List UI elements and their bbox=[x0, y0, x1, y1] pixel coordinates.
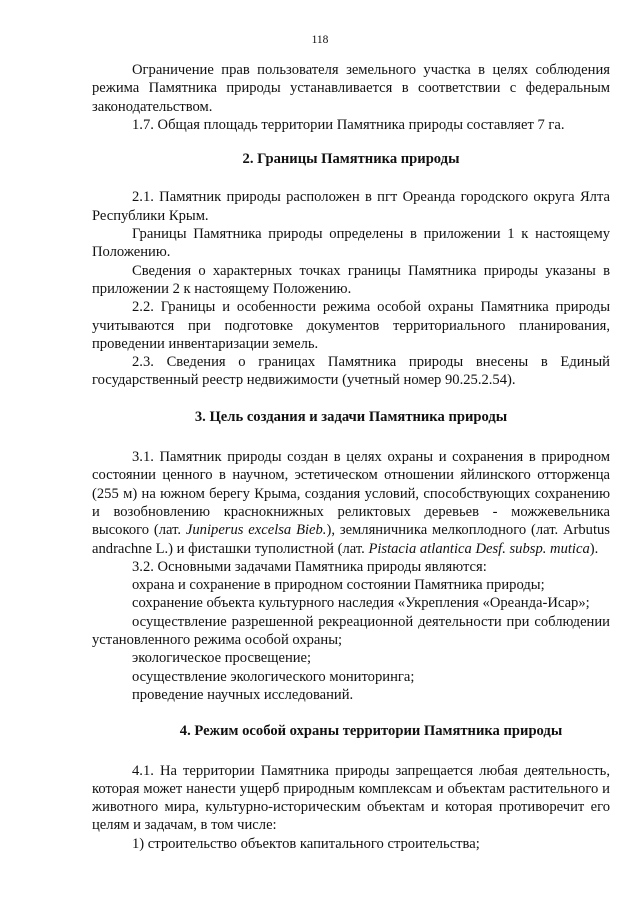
paragraph-2-3-registry: 2.3. Сведения о границах Памятника природы внесены в Единый государственный реестр недвижимости (учетный номер 90.25.2.54). bbox=[92, 354, 610, 389]
document-body bbox=[92, 61, 610, 853]
paragraph-boundary-points-appendix-2: Сведения о характерных точках границы Памятника природы указаны в приложении 2 к настоящему Положению. bbox=[92, 262, 610, 297]
task-item bbox=[92, 613, 610, 650]
section-heading-boundaries: 2. Границы Памятника природы bbox=[242, 151, 460, 168]
species-pistacia: Pistacia atlantica Desf. subsp. mutica bbox=[368, 540, 590, 557]
paragraph-2-2-planning: 2.2. Границы и особенности режима особой охраны Памятника природы учитываются при подготовке документов территориального планирования, проведении инвентаризации земель. bbox=[92, 299, 610, 352]
purpose-text-a: 3.1. Памятник природы создан в целях охраны и сохранения в природном состоянии ценного в научном, эстетическом отношении яйлинского отторженца (255 м) на южном берегу Крыма, создания условий, способствующих сохранению и возобновлению краснокнижных реликтовых деревьев - можжевельника высокого (лат. bbox=[92, 449, 610, 539]
paragraph-4-1-prohibitions: 4.1. На территории Памятника природы запрещается любая деятельность, которая может нанести ущерб природным комплексам и объектам растительного и животного мира, культурно-историческим объектам и которая противоречит его целям и задачам, в том числе: bbox=[92, 762, 610, 834]
paragraph-3-1-purpose bbox=[92, 448, 610, 558]
paragraph-total-area: 1.7. Общая площадь территории Памятника природы составляет 7 га. bbox=[132, 116, 565, 133]
task-item: экологическое просвещение; bbox=[132, 650, 312, 667]
section-heading-goals: 3. Цель создания и задачи Памятника природы bbox=[194, 408, 508, 425]
page-number: 118 bbox=[311, 34, 329, 46]
paragraph-land-use-restriction: Ограничение прав пользователя земельного участка в целях соблюдения режима Памятника природы устанавливается в соответствии с федеральным законодательством. bbox=[92, 62, 610, 115]
task-item: охрана и сохранение в природном состоянии Памятника природы; bbox=[132, 577, 545, 594]
task-item: сохранение объекта культурного наследия «Укрепления «Ореанда-Исар»; bbox=[132, 595, 590, 612]
task-item: проведение научных исследований. bbox=[132, 686, 354, 703]
paragraph-3-2-tasks: 3.2. Основными задачами Памятника природы являются: bbox=[132, 558, 487, 575]
paragraph-boundaries-appendix-1: Границы Памятника природы определены в приложении 1 к настоящему Положению. bbox=[92, 226, 610, 261]
paragraph-2-1-location: 2.1. Памятник природы расположен в пгт Ореанда городского округа Ялта Республики Крым. bbox=[92, 189, 610, 224]
task-item: осуществление экологического мониторинга; bbox=[132, 668, 415, 685]
prohibition-item: 1) строительство объектов капитального строительства; bbox=[132, 835, 480, 852]
species-juniperus: Juniperus excelsa Bieb. bbox=[185, 522, 327, 539]
purpose-text-e: ). bbox=[589, 540, 599, 557]
task-item-text: осуществление разрешенной рекреационной деятельности при соблюдении установленного режима особой охраны; bbox=[92, 613, 610, 649]
purpose-text-c: ), земляничника мелкоплодного (лат. Arbutus andrachne L.) и фисташки туполистной (лат. bbox=[92, 522, 610, 557]
section-heading-protection-regime: 4. Режим особой охраны территории Памятника природы bbox=[179, 723, 563, 740]
